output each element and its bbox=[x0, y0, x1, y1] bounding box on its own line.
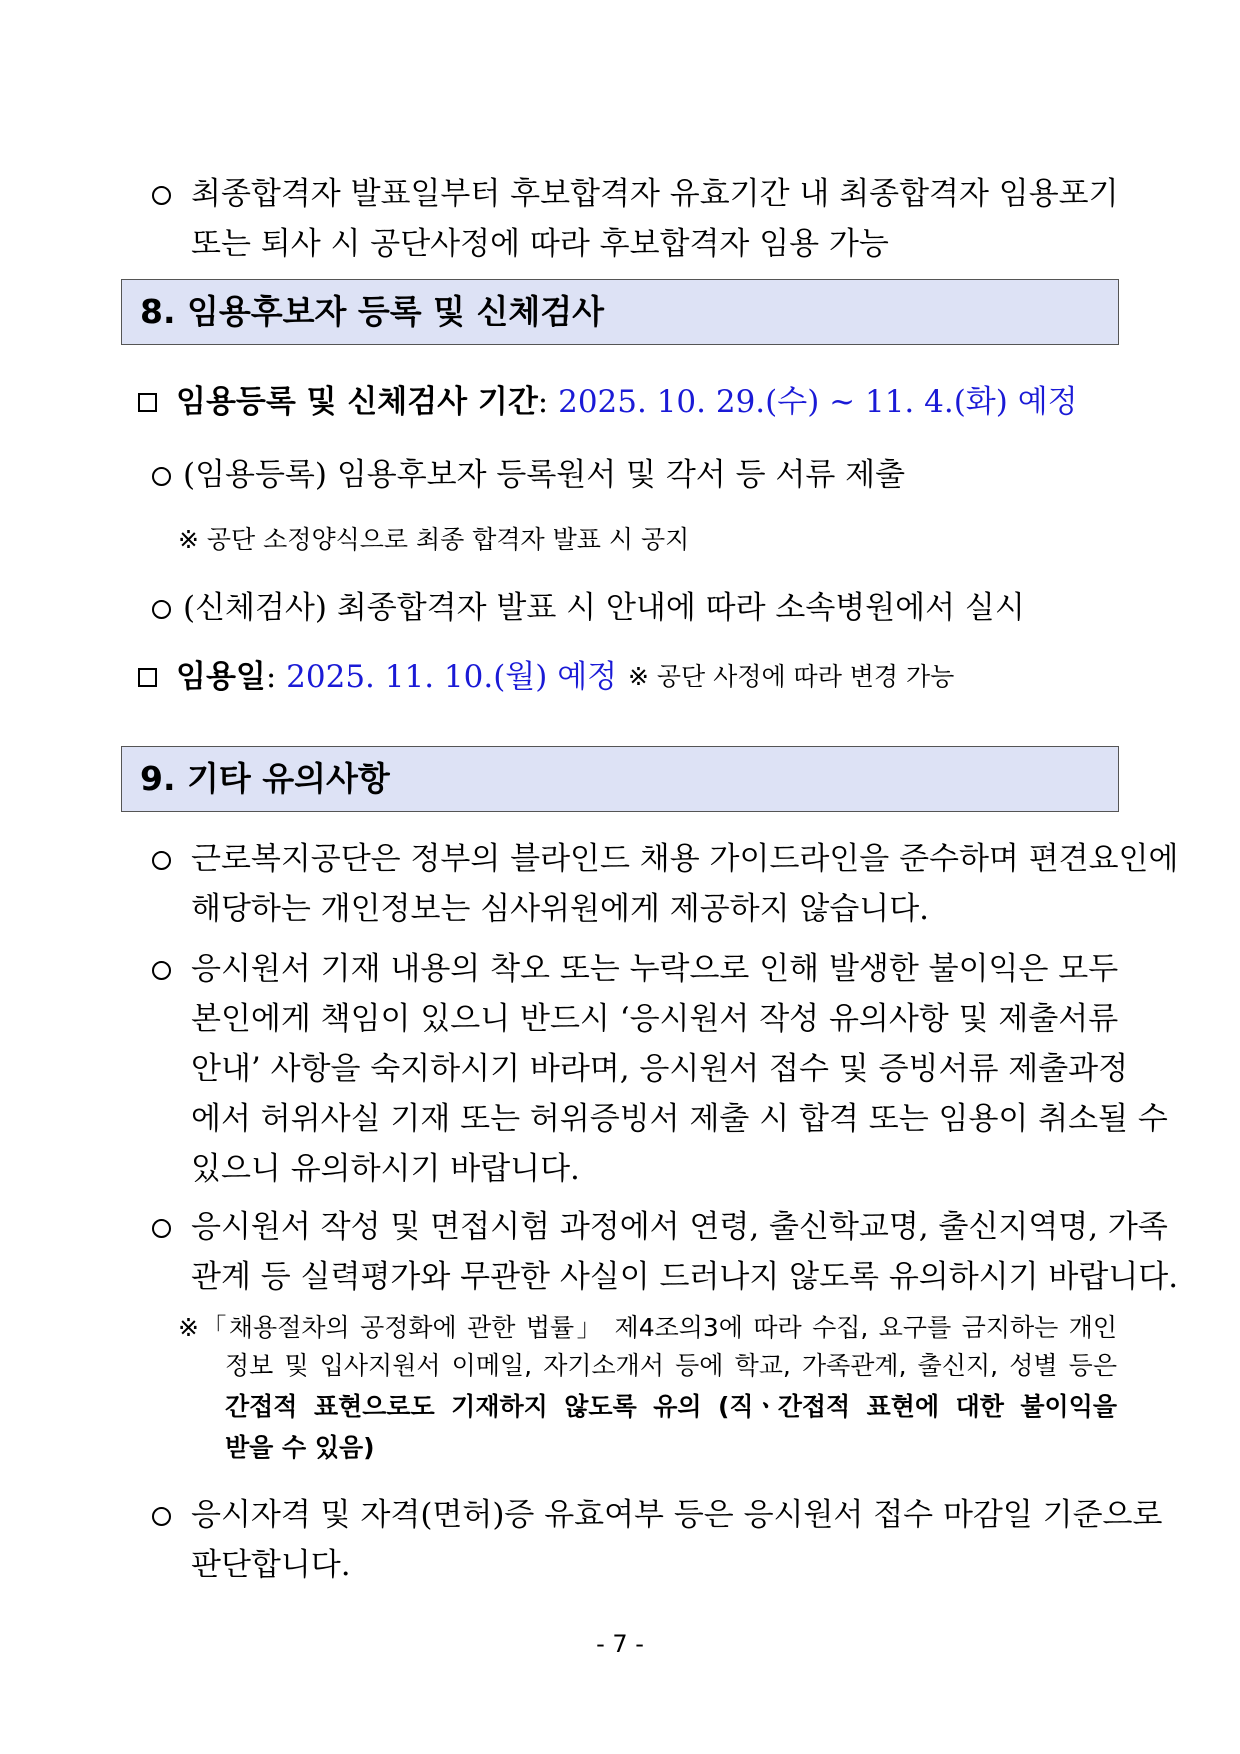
item3-note-line4: 받을 수 있음) bbox=[225, 1433, 375, 1462]
item1-line2: 해당하는 개인정보는 심사위원에게 제공하지 않습니다. bbox=[191, 891, 930, 927]
item2-line2: 본인에게 책임이 있으니 반드시 ‘응시원서 작성 유의사항 및 제출서류 bbox=[191, 1001, 1119, 1037]
item2-line3: 안내’ 사항을 숙지하시기 바라며, 응시원서 접수 및 증빙서류 제출과정 bbox=[191, 1051, 1129, 1087]
item1-line1: 근로복지공단은 정부의 블라인드 채용 가이드라인을 준수하며 편견요인에 bbox=[191, 841, 1179, 877]
section-9-header bbox=[121, 746, 1119, 812]
circle-bullet-icon bbox=[152, 186, 171, 205]
item3-note-line2: 정보 및 입사지원서 이메일, 자기소개서 등에 학교, 가족관계, 출신지, 성별 등은 bbox=[225, 1351, 1117, 1380]
period-colon: : bbox=[537, 384, 549, 420]
appoint-label: 임용일 bbox=[176, 659, 266, 695]
item3-line2: 관계 등 실력평가와 무관한 사실이 드러나지 않도록 유의하시기 바랍니다. bbox=[191, 1259, 1179, 1295]
period-line bbox=[176, 382, 1078, 422]
item2-line5: 있으니 유의하시기 바랍니다. bbox=[191, 1151, 580, 1187]
section-8-header bbox=[121, 279, 1119, 345]
item2-line1: 응시원서 기재 내용의 착오 또는 누락으로 인해 발생한 불이익은 모두 bbox=[191, 951, 1119, 987]
registration-note: ※ 공단 소정양식으로 최종 합격자 발표 시 공지 bbox=[178, 525, 690, 554]
section-8-title: 8. 임용후보자 등록 및 신체검사 bbox=[140, 292, 604, 331]
period-value: 2025. 10. 29.(수) ~ 11. 4.(화) 예정 bbox=[558, 384, 1078, 420]
item3-note-line3: 간접적 표현으로도 기재하지 않도록 유의 (직ㆍ간접적 표현에 대한 불이익을 bbox=[225, 1392, 1117, 1421]
item3-line1: 응시원서 작성 및 면접시험 과정에서 연령, 출신학교명, 출신지역명, 가족 bbox=[191, 1209, 1168, 1245]
circle-bullet-icon bbox=[152, 1507, 171, 1526]
circle-bullet-icon bbox=[152, 851, 171, 870]
square-bullet-icon bbox=[138, 668, 157, 687]
circle-bullet-icon bbox=[152, 600, 171, 619]
page-number: - 7 - bbox=[596, 1630, 644, 1658]
circle-bullet-icon bbox=[152, 961, 171, 980]
appoint-note: ※ 공단 사정에 따라 변경 가능 bbox=[628, 662, 955, 691]
item4-line2: 판단합니다. bbox=[191, 1547, 351, 1583]
item3-note-line1: ※「채용절차의 공정화에 관한 법률」 제4조의3에 따라 수집, 요구를 금지하는 개인 bbox=[178, 1313, 1117, 1342]
checkup-item: (신체검사) 최종합격자 발표 시 안내에 따라 소속병원에서 실시 bbox=[183, 590, 1025, 626]
appoint-colon: : bbox=[265, 659, 277, 695]
circle-bullet-icon bbox=[152, 1219, 171, 1238]
circle-bullet-icon bbox=[152, 467, 171, 486]
top-item-line1: 최종합격자 발표일부터 후보합격자 유효기간 내 최종합격자 임용포기 bbox=[191, 176, 1119, 212]
top-item-line2: 또는 퇴사 시 공단사정에 따라 후보합격자 임용 가능 bbox=[191, 226, 889, 262]
registration-item: (임용등록) 임용후보자 등록원서 및 각서 등 서류 제출 bbox=[183, 457, 906, 493]
item2-line4: 에서 허위사실 기재 또는 허위증빙서 제출 시 합격 또는 임용이 취소될 수 bbox=[191, 1101, 1168, 1137]
square-bullet-icon bbox=[138, 393, 157, 412]
appoint-value: 2025. 11. 10.(월) 예정 bbox=[286, 659, 618, 695]
appoint-line bbox=[176, 657, 617, 697]
period-label: 임용등록 및 신체검사 기간 bbox=[176, 384, 538, 420]
section-9-title: 9. 기타 유의사항 bbox=[140, 759, 390, 798]
item4-line1: 응시자격 및 자격(면허)증 유효여부 등은 응시원서 접수 마감일 기준으로 bbox=[191, 1497, 1163, 1533]
